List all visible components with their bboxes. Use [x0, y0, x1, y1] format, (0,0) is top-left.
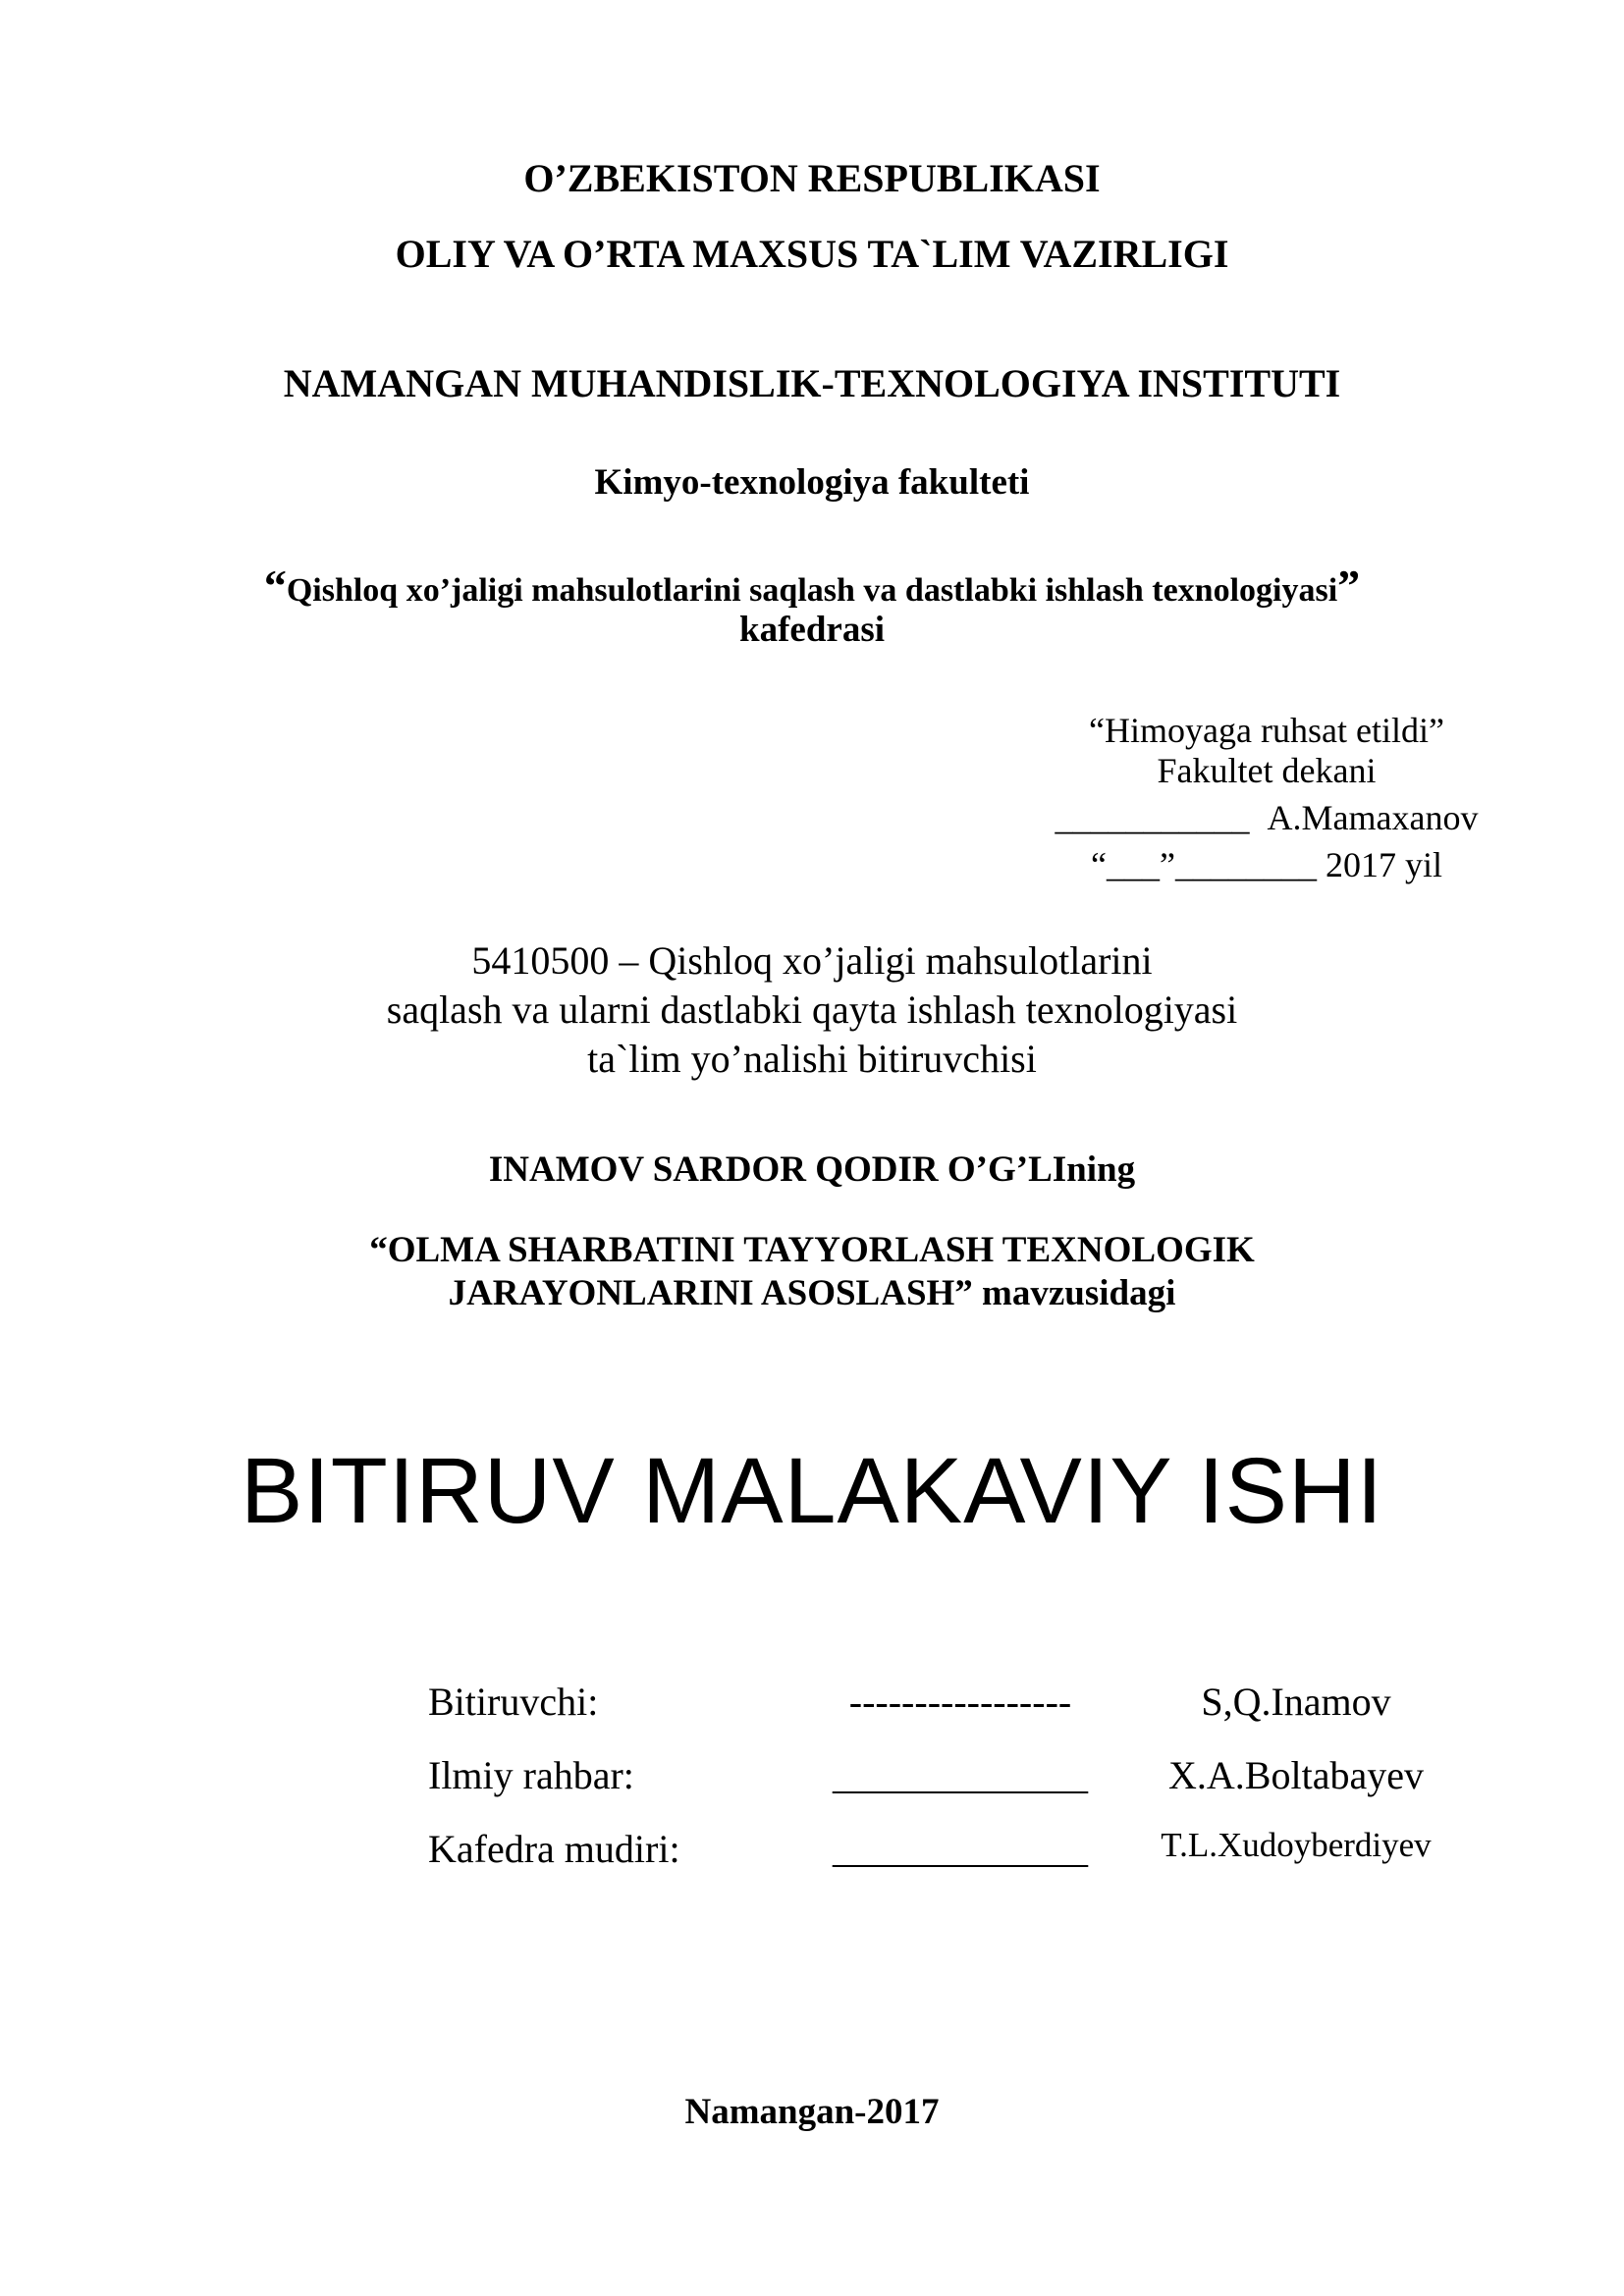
signature-row-graduate — [0, 1679, 1624, 1737]
dean-name: A.Mamaxanov — [1267, 798, 1479, 837]
signature-row-supervisor — [0, 1752, 1624, 1811]
ministry-heading: OLIY VA O’RTA MAXSUS TA`LIM VAZIRLIGI — [395, 232, 1229, 276]
topic-line-2: JARAYONLARINI ASOSLASH” mavzusidagi — [448, 1273, 1176, 1313]
department-name — [0, 560, 1624, 612]
signature-line: ----------------- — [848, 1680, 1072, 1724]
approval-title: “Himoyaga ruhsat etildi” — [1089, 711, 1444, 750]
document-type-title: BITIRUV MALAKAVIY ISHI — [240, 1439, 1384, 1543]
place-and-year: Namangan-2017 — [684, 2092, 940, 2132]
department-quote-open: “ — [263, 561, 287, 611]
signature-line: _____________ — [833, 1753, 1088, 1797]
approval-signature — [1021, 797, 1512, 838]
specialty-line-3: ta`lim yo’nalishi bitiruvchisi — [587, 1037, 1037, 1081]
signature-name: X.A.Boltabayev — [1168, 1753, 1424, 1797]
specialty-line-2: saqlash va ularni dastlabki qayta ishlash texnologiyasi — [386, 988, 1238, 1032]
signature-row-department-head — [0, 1826, 1624, 1885]
specialty-line-1: 5410500 – Qishloq xo’jaligi mahsulotlarini — [471, 938, 1153, 983]
department-name-text: Qishloq xo’jaligi mahsulotlarini saqlash va dastlabki ishlash texnologiyasi — [286, 572, 1338, 609]
signature-line: _____________ — [833, 1827, 1088, 1871]
signature-name: T.L.Xudoyberdiyev — [1161, 1826, 1432, 1864]
student-name: INAMOV SARDOR QODIR O’G’LIning — [488, 1149, 1136, 1190]
topic-line-1: “OLMA SHARBATINI TAYYORLASH TEXNOLOGIK — [369, 1230, 1255, 1270]
department-suffix: kafedrasi — [739, 610, 885, 650]
signature-label: Kafedra mudiri: — [428, 1827, 680, 1871]
institute-heading: NAMANGAN MUHANDISLIK-TEXNOLOGIYA INSTITUTI — [283, 361, 1341, 405]
approval-date: “___”________ 2017 yil — [1091, 845, 1442, 884]
country-heading: O’ZBEKISTON RESPUBLIKASI — [523, 156, 1101, 200]
signature-name: S,Q.Inamov — [1201, 1680, 1391, 1724]
signature-label: Bitiruvchi: — [428, 1680, 599, 1724]
approval-signature-line: ___________ — [1055, 798, 1250, 837]
signature-label: Ilmiy rahbar: — [428, 1753, 634, 1797]
approval-role: Fakultet dekani — [1157, 751, 1377, 790]
department-quote-close: ” — [1337, 561, 1361, 611]
faculty-heading: Kimyo-texnologiya fakulteti — [594, 462, 1030, 503]
